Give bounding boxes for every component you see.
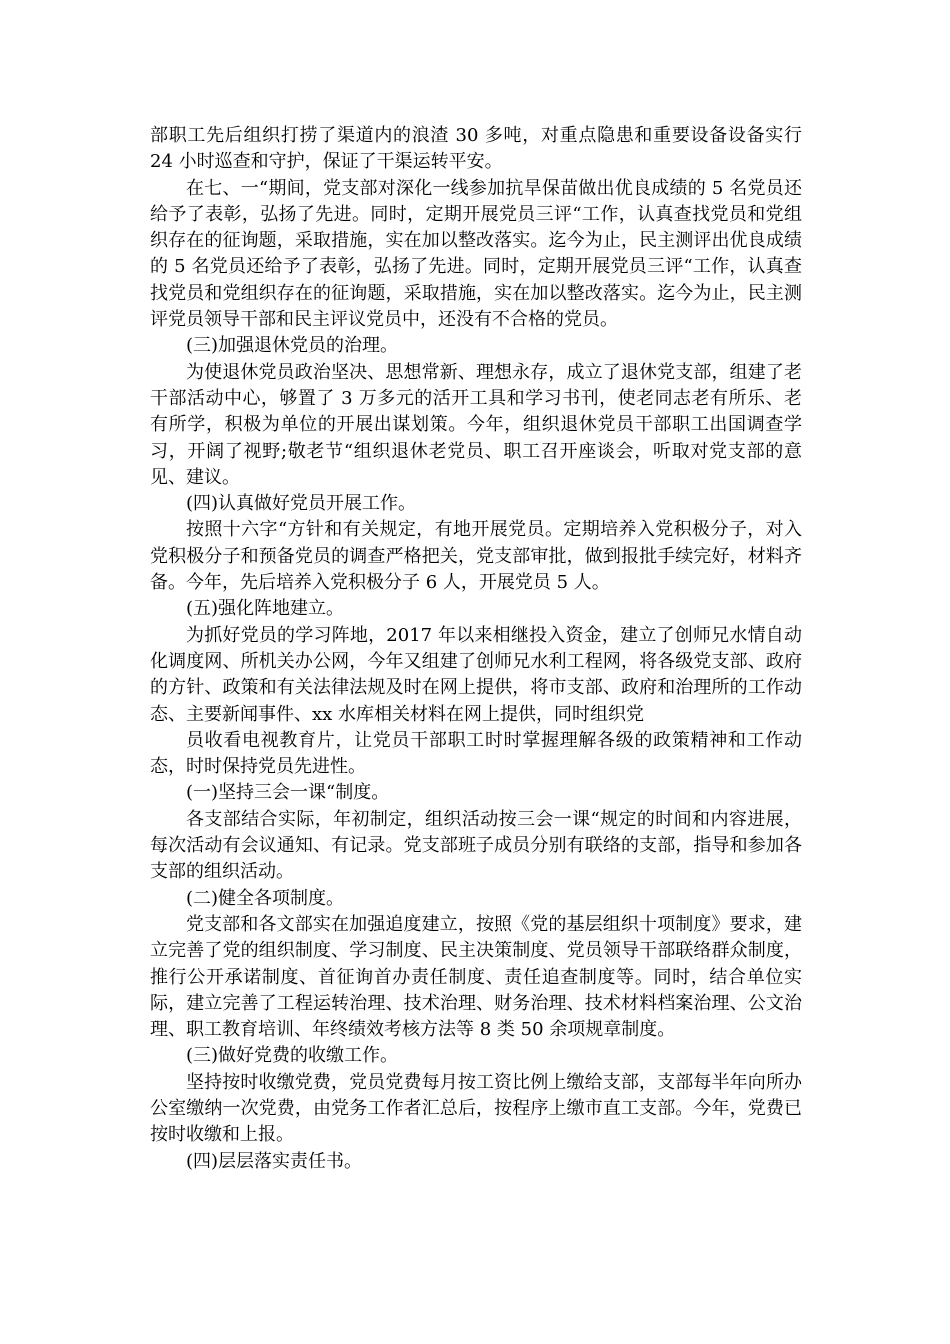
paragraph-continuation: 部职工先后组织打捞了渠道内的浪渣 30 多吨，对重点隐患和重要设备设备实行 24 小时巡查和守护，保证了干渠运转平安。 [150, 125, 802, 173]
section-heading: (一)坚持三会一课“制度。 [186, 782, 390, 804]
paragraph: 党支部和各文部实在加强追度建立，按照《党的基层组织十项制度》要求，建立完善了党的组织制度、学习制度、民主决策制度、党员领导干部联络群众制度，推行公开承诺制度、首征询首办责任制度、责任追查制度等。同时，结合单位实际，建立完善了工程运转治理、技术治理、财务治理、技术材料档案治理、公文治理、职工教育培训、年终绩效考核方法等 8 类 50 余项规章制度。 [150, 913, 802, 1041]
document-body [150, 123, 802, 1175]
paragraph: 坚持按时收缴党费，党员党费每月按工资比例上缴给支部，支部每半年向所办公室缴纳一次党费，由党务工作者汇总后，按程序上缴市直工支部。今年，党费已按时收缴和上报。 [150, 1071, 802, 1146]
section-heading: (二)健全各项制度。 [186, 887, 345, 909]
paragraph: 各支部结合实际，年初制定，组织活动按三会一课“规定的时间和内容进展，每次活动有会议通知、有记录。党支部班子成员分别有联络的支部，指导和参加各支部的组织活动。 [150, 808, 802, 883]
section-heading: (三)做好党费的收缴工作。 [186, 1045, 399, 1067]
paragraph: 按照十六字“方针和有关规定，有地开展党员。定期培养入党积极分子，对入党积极分子和预备党员的调查严格把关，党支部审批，做到报批手续完好，材料齐备。今年，先后培养入党积极分子 6 人，开展党员 5 人。 [150, 519, 802, 594]
section-heading: (三)加强退休党员的治理。 [186, 335, 399, 357]
section-heading: (五)强化阵地建立。 [186, 598, 345, 620]
paragraph: 为抓好党员的学习阵地，2017 年以来相继投入资金，建立了创师兄水情自动化调度网、所机关办公网，今年又组建了创师兄水利工程网，将各级党支部、政府的方针、政策和有关法律法规及时在网上提供，将市支部、政府和治理所的工作动态、主要新闻事件、xx 水库相关材料在网上提供，同时组织党 [150, 624, 802, 725]
section-heading: (四)认真做好党员开展工作。 [186, 493, 417, 515]
paragraph: 为使退休党员政治坚决、思想常新、理想永存，成立了退休党支部，组建了老干部活动中心，够置了 3 万多元的活开工具和学习书刊，使老同志老有所乐、老有所学，积极为单位的开展出谋划策。今年，组织退休党员干部职工出国调查学习，开阔了视野;敬老节“组织退休老党员、职工召开座谈会，听取对党支部的意见、建议。 [150, 361, 802, 488]
section-heading: (四)层层落实责任书。 [186, 1150, 363, 1172]
paragraph: 在七、一“期间，党支部对深化一线参加抗旱保苗做出优良成绩的 5 名党员还给予了表彰，弘扬了先进。同时，定期开展党员三评“工作，认真查找党员和党组织存在的征询题，采取措施，实在加以整改落实。迄今为止，民主测评出优良成绩的 5 名党员还给予了表彰，弘扬了先进。同时，定期开展党员三评“工作，认真查找党员和党组织存在的征询题，采取措施，实在加以整改落实。迄今为止，民主测评党员领导干部和民主评议党员中，还没有不合格的党员。 [150, 177, 802, 331]
paragraph: 员收看电视教育片，让党员干部职工时时掌握理解各级的政策精神和工作动态，时时保持党员先进性。 [150, 729, 802, 778]
